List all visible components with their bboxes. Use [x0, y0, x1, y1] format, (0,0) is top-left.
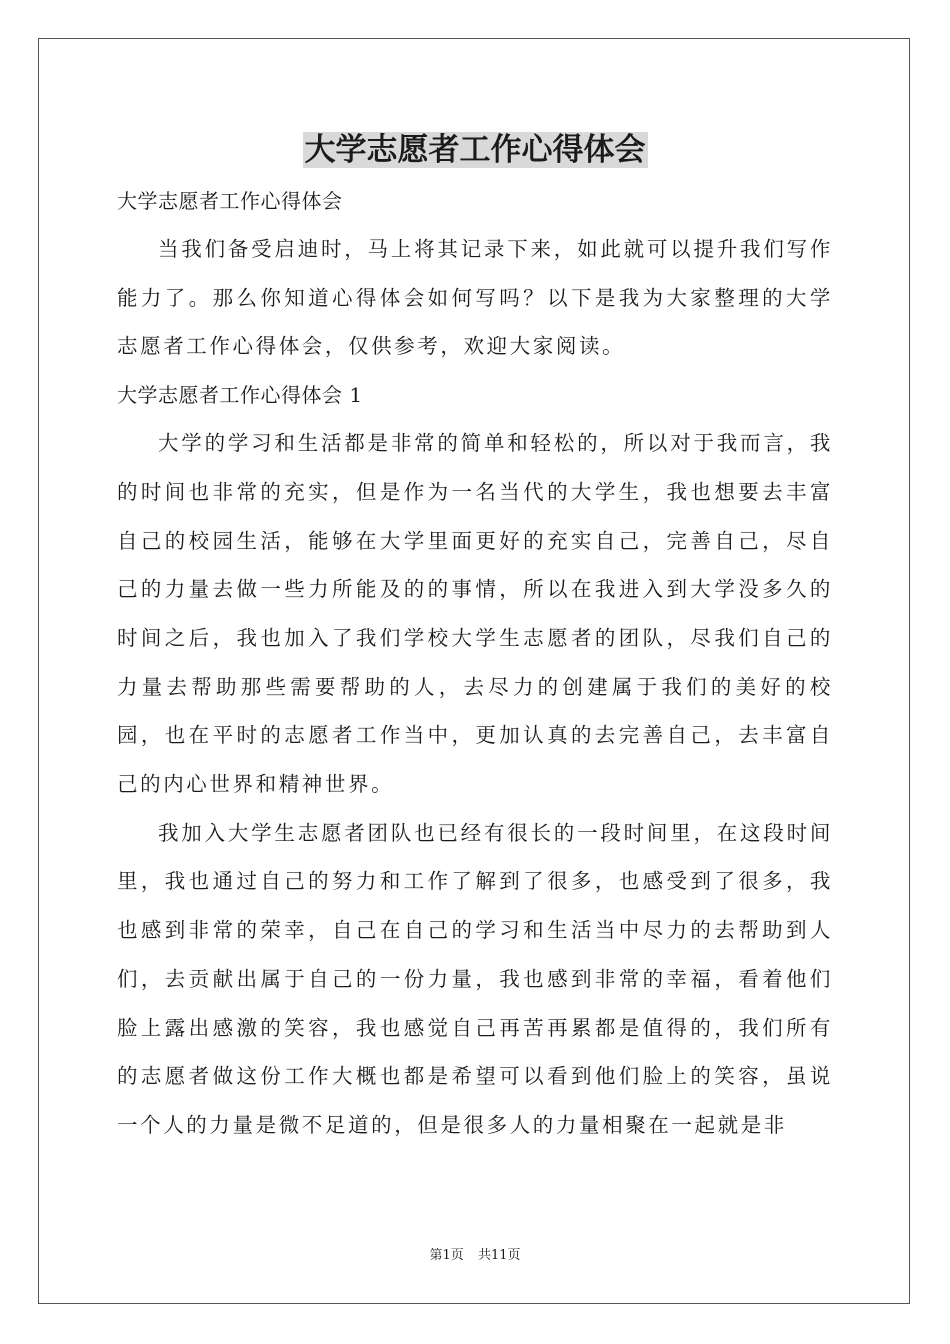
page-footer [0, 1246, 950, 1266]
document-subtitle: 大学志愿者工作心得体会 [117, 189, 343, 213]
body-paragraph-2: 我加入大学生志愿者团队也已经有很长的一段时间里，在这段时间里，我也通过自己的努力和工作了解到了很多，也感受到了很多，我也感到非常的荣幸，自己在自己的学习和生活当中尽力的去帮助到人们，去贡献出属于自己的一份力量，我也感到非常的幸福，看着他们脸上露出感激的笑容，我也感觉自己再苦再累都是值得的，我们所有的志愿者做这份工作大概也都是希望可以看到他们脸上的笑容，虽说一个人的力量是微不足道的，但是很多人的力量相聚在一起就是非 [117, 820, 833, 1137]
page-number: 第1页 [429, 1248, 464, 1263]
document-title-text: 大学志愿者工作心得体会 [304, 132, 646, 168]
intro-paragraph: 当我们备受启迪时，马上将其记录下来，如此就可以提升我们写作能力了。那么你知道心得体会如何写吗？以下是我为大家整理的大学志愿者工作心得体会，仅供参考，欢迎大家阅读。 [117, 237, 833, 359]
body-paragraph-1: 大学的学习和生活都是非常的简单和轻松的，所以对于我而言，我的时间也非常的充实，但是作为一名当代的大学生，我也想要去丰富自己的校园生活，能够在大学里面更好的充实自己，完善自己，尽自己的力量去做一些力所能及的的事情，所以在我进入到大学没多久的时间之后，我也加入了我们学校大学生志愿者的团队，尽我们自己的力量去帮助那些需要帮助的人，去尽力的创建属于我们的美好的校园，也在平时的志愿者工作当中，更加认真的去完善自己，去丰富自己的内心世界和精神世界。 [117, 431, 833, 797]
section-heading: 大学志愿者工作心得体会 1 [117, 383, 363, 408]
document-title [0, 128, 950, 172]
document-body [117, 177, 833, 1150]
page-total: 共11页 [477, 1248, 521, 1263]
